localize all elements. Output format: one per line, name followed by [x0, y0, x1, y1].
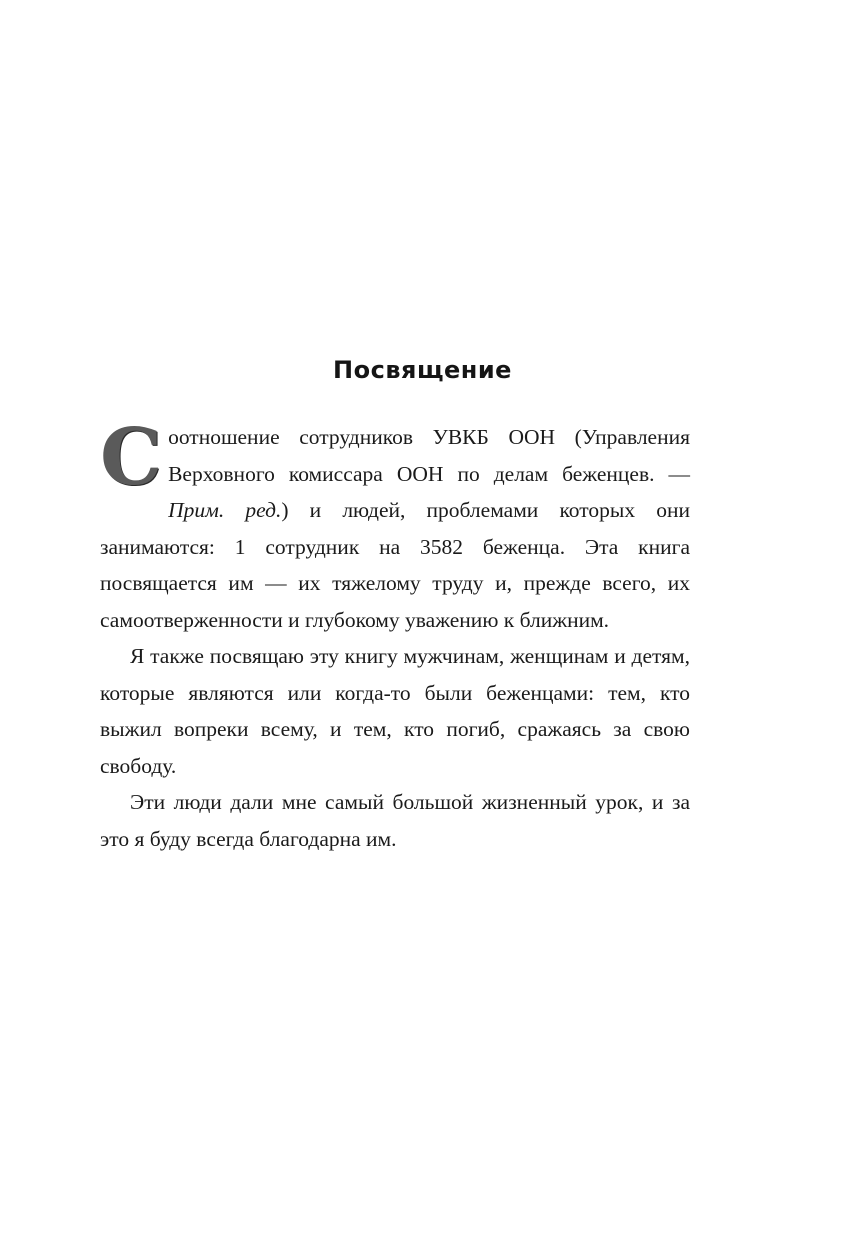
paragraph-1-text-b: ) и людей, проблемами которых они занимаются: 1 сотрудник на 3582 беженца. Эта книга посвящается им — их тяжелому труду и, прежде всего, их самоотверженности и глубокому уважению к ближним.: [100, 498, 690, 632]
paragraph-1: [100, 412, 690, 638]
paragraph-1-text-a: оотношение сотрудников УВКБ ООН (Управления Верховного комиссара ООН по делам беженцев. —: [168, 425, 690, 486]
paragraph-2: Я также посвящаю эту книгу мужчинам, женщинам и детям, которые являются или когда-то были беженцами: тем, кто выжил вопреки всему, и тем, кто погиб, сражаясь за свою свободу.: [100, 644, 690, 778]
drop-cap: С: [100, 412, 163, 503]
editor-note: Прим. ред.: [168, 498, 282, 522]
page-title: Посвящение: [333, 356, 512, 384]
paragraph-3: Эти люди дали мне самый большой жизненный урок, и за это я буду всегда благодарна им.: [100, 790, 690, 851]
dedication-text: [100, 412, 690, 857]
